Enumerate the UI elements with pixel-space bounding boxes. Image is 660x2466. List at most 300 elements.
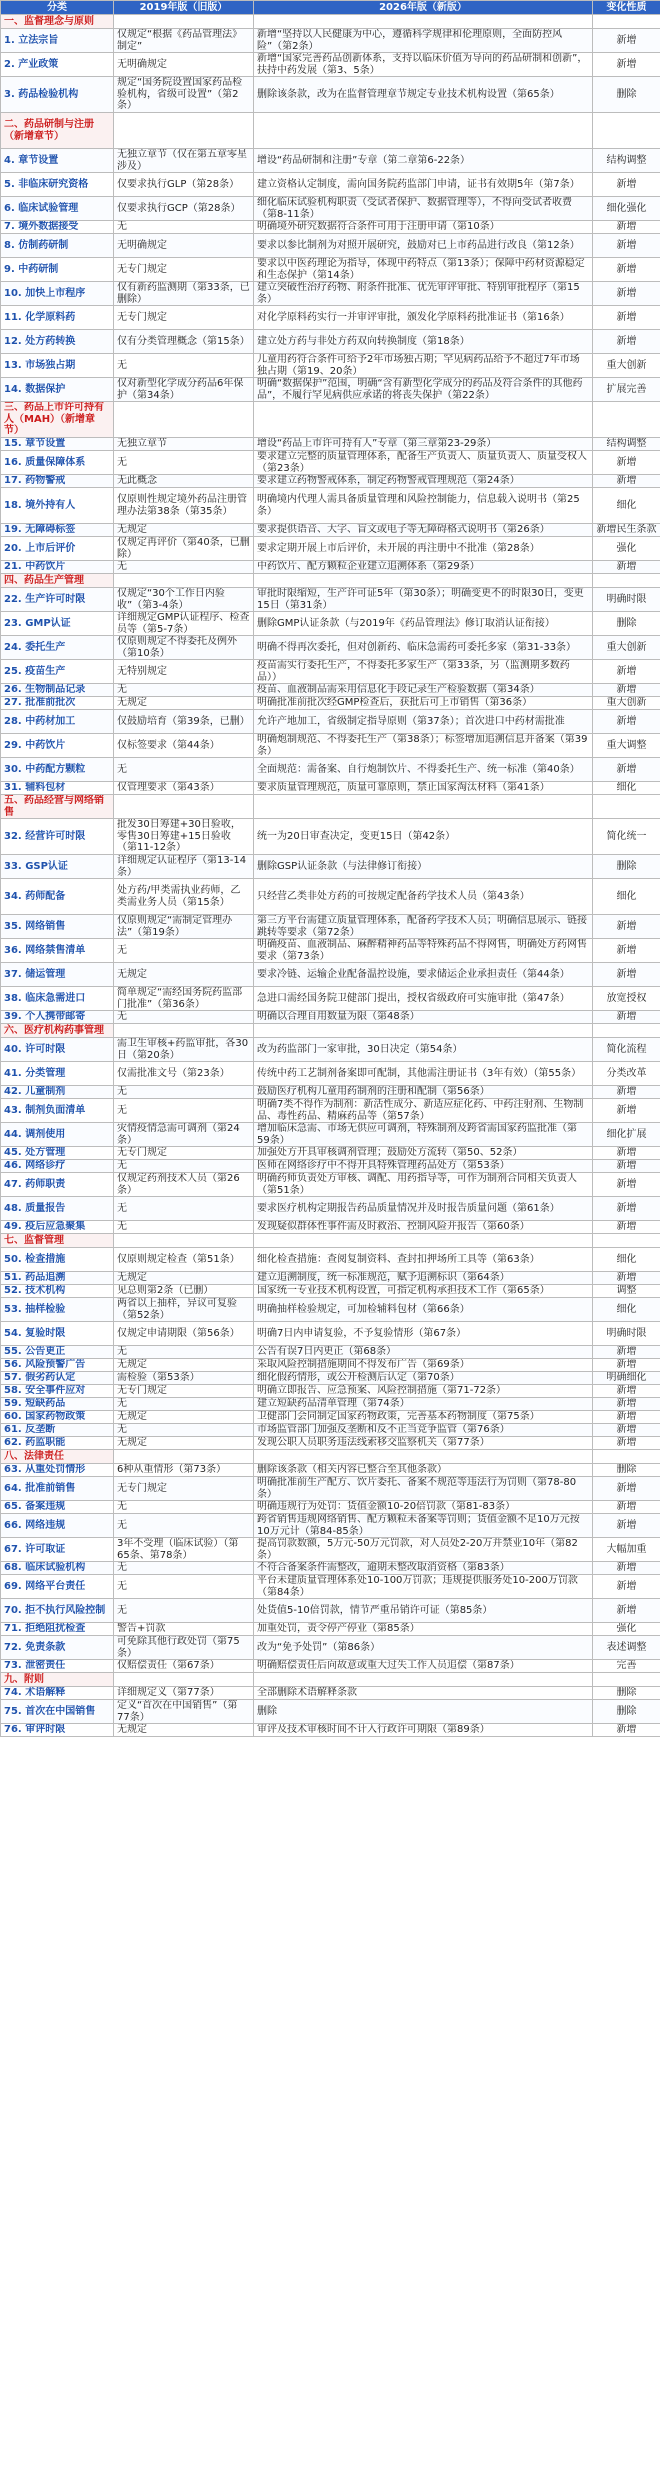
old-version-cell: 两省以上抽样，异议可复验（第52条）	[114, 1298, 254, 1322]
item-cell: 45. 处方管理	[1, 1147, 114, 1160]
change-type-cell: 细化	[593, 1298, 660, 1322]
change-type-cell: 新增	[593, 1221, 660, 1234]
new-version-cell: 提高罚款数额，5万元-50万元罚款，对人员处2-20万并禁业10年（第82条）	[254, 1538, 593, 1562]
table-row	[1, 1724, 660, 1737]
old-version-cell: 无规定	[114, 1272, 254, 1285]
old-version-cell: 无	[114, 939, 254, 963]
new-version-cell: 第三方平台需建立质量管理体系，配备药学技术人员；明确信息展示、链接跳转等要求（第72条）	[254, 915, 593, 939]
new-version-cell: 明确7日内申请复验，不予复验情形（第67条）	[254, 1322, 593, 1346]
old-version-cell: 仅要求执行GLP（第28条）	[114, 173, 254, 197]
table-row	[1, 354, 660, 378]
change-type-cell: 新增	[593, 1398, 660, 1411]
old-version-cell: 仅规定“30个工作日内验收”（第3-4条）	[114, 588, 254, 612]
old-version-cell: 详细规定义（第77条）	[114, 1687, 254, 1700]
new-version-cell: 增设“药品上市许可持有人”专章（第三章第23-29条）	[254, 438, 593, 451]
header-old-version: 2019年版（旧版）	[114, 1, 254, 15]
old-version-cell: 无专门规定	[114, 1385, 254, 1398]
change-type-cell: 新增	[593, 258, 660, 282]
change-type-cell: 新增	[593, 1272, 660, 1285]
section-empty-cell	[254, 1450, 593, 1464]
table-row	[1, 1424, 660, 1437]
table-row	[1, 1160, 660, 1173]
new-version-cell: 疫苗、血液制品需采用信息化手段记录生产检验数据（第34条）	[254, 684, 593, 697]
table-row	[1, 1599, 660, 1623]
old-version-cell: 详细规定GMP认证程序、检查员等（第5-7条）	[114, 612, 254, 636]
old-version-cell: 定义“首次在中国销售”（第77条）	[114, 1700, 254, 1724]
new-version-cell: 儿童用药符合条件可给予2年市场独占期；罕见病药品给予不超过7年市场独占期（第19、20条）	[254, 354, 593, 378]
item-cell: 74. 术语解释	[1, 1687, 114, 1700]
new-version-cell: 新增“坚持以人民健康为中心，遵循科学规律和伦理原则，全面防控风险”（第2条）	[254, 29, 593, 53]
table-row	[1, 258, 660, 282]
new-version-cell: 要求建立药物警戒体系，制定药物警戒管理规范（第24条）	[254, 475, 593, 488]
new-version-cell: 审评及技术审核时间不计入行政许可期限（第89条）	[254, 1724, 593, 1737]
change-type-cell: 新增	[593, 1514, 660, 1538]
section-row	[1, 113, 660, 149]
item-cell: 10. 加快上市程序	[1, 282, 114, 306]
old-version-cell: 仅规定“根据《药品管理法》制定”	[114, 29, 254, 53]
table-row	[1, 1660, 660, 1673]
table-row	[1, 524, 660, 537]
table-row	[1, 1011, 660, 1024]
item-cell: 61. 反垄断	[1, 1424, 114, 1437]
item-cell: 68. 临床试验机构	[1, 1562, 114, 1575]
table-row	[1, 879, 660, 915]
item-cell: 26. 生物制品记录	[1, 684, 114, 697]
old-version-cell: 无	[114, 1099, 254, 1123]
table-row	[1, 1147, 660, 1160]
change-type-cell: 新增	[593, 1346, 660, 1359]
item-cell: 7. 境外数据接受	[1, 221, 114, 234]
item-cell: 37. 储运管理	[1, 963, 114, 987]
table-row	[1, 438, 660, 451]
change-type-cell: 细化	[593, 488, 660, 524]
section-title: 一、监督理念与原则	[1, 15, 114, 29]
item-cell: 6. 临床试验管理	[1, 197, 114, 221]
new-version-cell: 删除GMP认证条款（与2019年《药品管理法》修订取消认证衔接）	[254, 612, 593, 636]
table-row	[1, 561, 660, 574]
new-version-cell: 明确境外研究数据符合条件可用于注册申请（第10条）	[254, 221, 593, 234]
change-type-cell: 新增	[593, 684, 660, 697]
new-version-cell: 明确赔偿责任后向故意或重大过失工作人员追偿（第87条）	[254, 1660, 593, 1673]
change-type-cell: 新增	[593, 221, 660, 234]
change-type-cell: 删除	[593, 612, 660, 636]
change-type-cell: 新增	[593, 1599, 660, 1623]
item-cell: 70. 拒不执行风险控制	[1, 1599, 114, 1623]
change-type-cell: 新增	[593, 1359, 660, 1372]
item-cell: 49. 疫后应急聚集	[1, 1221, 114, 1234]
item-cell: 20. 上市后评价	[1, 537, 114, 561]
change-type-cell: 新增	[593, 660, 660, 684]
table-row	[1, 1636, 660, 1660]
table-row	[1, 1359, 660, 1372]
new-version-cell: 细化检查措施：查阅复制资料、查封扣押场所工具等（第63条）	[254, 1248, 593, 1272]
new-version-cell: 明确违规行为处罚：货值金额10-20倍罚款（第81-83条）	[254, 1501, 593, 1514]
change-type-cell: 细化强化	[593, 197, 660, 221]
item-cell: 71. 拒绝阻扰检查	[1, 1623, 114, 1636]
change-type-cell: 结构调整	[593, 438, 660, 451]
old-version-cell: 无专门规定	[114, 306, 254, 330]
change-type-cell: 新增	[593, 1086, 660, 1099]
old-version-cell: 无明确规定	[114, 234, 254, 258]
new-version-cell: 平台未建质量管理体系处10-100万罚款；违规提供服务处10-200万罚款（第84条）	[254, 1575, 593, 1599]
old-version-cell: 仅有分类管理概念（第15条）	[114, 330, 254, 354]
section-empty-cell	[593, 1450, 660, 1464]
old-version-cell: 无专门规定	[114, 1477, 254, 1501]
change-type-cell: 大幅加重	[593, 1538, 660, 1562]
change-type-cell: 分类改革	[593, 1062, 660, 1086]
item-cell: 21. 中药饮片	[1, 561, 114, 574]
table-row	[1, 1437, 660, 1450]
old-version-cell: 无	[114, 1160, 254, 1173]
item-cell: 32. 经营许可时限	[1, 819, 114, 855]
new-version-cell: 改为“免予处罚”（第86条）	[254, 1636, 593, 1660]
section-title: 五、药品经营与网络销售	[1, 795, 114, 819]
change-type-cell: 扩展完善	[593, 378, 660, 402]
item-cell: 41. 分类管理	[1, 1062, 114, 1086]
item-cell: 51. 药品追溯	[1, 1272, 114, 1285]
new-version-cell: 发现公职人员职务违法线索移交监察机关（第77条）	[254, 1437, 593, 1450]
old-version-cell: 无特别规定	[114, 660, 254, 684]
item-cell: 67. 许可取证	[1, 1538, 114, 1562]
table-row	[1, 1038, 660, 1062]
new-version-cell: 增加临床急需、市场无供应可调剂，特殊制剂及跨省需国家药监批准（第59条）	[254, 1123, 593, 1147]
section-title: 二、药品研制与注册（新增章节）	[1, 113, 114, 149]
table-row	[1, 221, 660, 234]
section-row	[1, 1234, 660, 1248]
item-cell: 76. 审评时限	[1, 1724, 114, 1737]
item-cell: 63. 从重处罚情形	[1, 1464, 114, 1477]
old-version-cell: 仅原则规定“需制定管理办法”（第19条）	[114, 915, 254, 939]
new-version-cell: 明确境内代理人需具备质量管理和风险控制能力，信息载入说明书（第25条）	[254, 488, 593, 524]
old-version-cell: 无	[114, 561, 254, 574]
old-version-cell: 无独立章节	[114, 438, 254, 451]
table-row	[1, 782, 660, 795]
item-cell: 62. 药监职能	[1, 1437, 114, 1450]
table-row	[1, 1411, 660, 1424]
section-empty-cell	[254, 113, 593, 149]
new-version-cell: 建立处方药与非处方药双向转换制度（第18条）	[254, 330, 593, 354]
change-type-cell: 新增	[593, 1477, 660, 1501]
new-version-cell: 明确炮制规范、不得委托生产（第38条）；标签增加追溯信息并备案（第39条）	[254, 734, 593, 758]
item-cell: 40. 许可时限	[1, 1038, 114, 1062]
table-header-row	[1, 1, 660, 15]
table-row	[1, 29, 660, 53]
section-title: 四、药品生产管理	[1, 574, 114, 588]
old-version-cell: 仅原则性规定境外药品注册管理办法第38条（第35条）	[114, 488, 254, 524]
old-version-cell: 仅原则规定不得委托及例外（第10条）	[114, 636, 254, 660]
old-version-cell: 无	[114, 354, 254, 378]
table-row	[1, 488, 660, 524]
item-cell: 56. 风险预警广告	[1, 1359, 114, 1372]
table-row	[1, 1123, 660, 1147]
item-cell: 36. 网络禁售清单	[1, 939, 114, 963]
header-change-type: 变化性质	[593, 1, 660, 15]
change-type-cell: 完善	[593, 1660, 660, 1673]
item-cell: 46. 网络诊疗	[1, 1160, 114, 1173]
old-version-cell: 仅管理要求（第43条）	[114, 782, 254, 795]
new-version-cell: 全部删除术语解释条款	[254, 1687, 593, 1700]
new-version-cell: 要求提供语音、大字、盲文或电子等无障碍格式说明书（第26条）	[254, 524, 593, 537]
table-row	[1, 1464, 660, 1477]
old-version-cell: 见总则第2条（已删）	[114, 1285, 254, 1298]
item-cell: 27. 批准前批次	[1, 697, 114, 710]
new-version-cell: 加强处方开具审核调剂管理；鼓励处方流转（第50、52条）	[254, 1147, 593, 1160]
change-type-cell: 细化	[593, 782, 660, 795]
table-row	[1, 1086, 660, 1099]
section-row	[1, 402, 660, 438]
old-version-cell: 批发30日筹建+30日验收，零售30日筹建+15日验收（第11-12条）	[114, 819, 254, 855]
old-version-cell: 无	[114, 1398, 254, 1411]
item-cell: 57. 假劣药认定	[1, 1372, 114, 1385]
section-empty-cell	[593, 795, 660, 819]
new-version-cell: 明确立即报告、应急预案、风险控制措施（第71-72条）	[254, 1385, 593, 1398]
section-empty-cell	[114, 1024, 254, 1038]
old-version-cell: 无规定	[114, 1437, 254, 1450]
section-empty-cell	[254, 1673, 593, 1687]
old-version-cell: 需检验（第53条）	[114, 1372, 254, 1385]
section-empty-cell	[114, 795, 254, 819]
header-item: 分类	[1, 1, 114, 15]
section-empty-cell	[114, 574, 254, 588]
item-cell: 4. 章节设置	[1, 149, 114, 173]
new-version-cell: 审批时限缩短，生产许可证5年（第30条）；明确变更不的时限30日，变更15日（第31条）	[254, 588, 593, 612]
change-type-cell: 新增民生条款	[593, 524, 660, 537]
change-type-cell: 新增	[593, 710, 660, 734]
new-version-cell: 建立追溯制度，统一标准规范，赋予追溯标识（第64条）	[254, 1272, 593, 1285]
item-cell: 34. 药师配备	[1, 879, 114, 915]
old-version-cell: 无	[114, 1575, 254, 1599]
new-version-cell: 国家统一专业技术机构设置，可指定机构承担技术工作（第65条）	[254, 1285, 593, 1298]
change-type-cell: 新增	[593, 1197, 660, 1221]
old-version-cell: 无规定	[114, 697, 254, 710]
change-type-cell: 删除	[593, 855, 660, 879]
change-type-cell: 删除	[593, 77, 660, 113]
old-version-cell: 仅有新药监测期（第33条，已删除）	[114, 282, 254, 306]
section-title: 九、附则	[1, 1673, 114, 1687]
item-cell: 39. 个人携带邮寄	[1, 1011, 114, 1024]
change-type-cell: 新增	[593, 173, 660, 197]
table-row	[1, 1385, 660, 1398]
section-empty-cell	[114, 1450, 254, 1464]
change-type-cell: 新增	[593, 234, 660, 258]
new-version-cell: 删除	[254, 1700, 593, 1724]
new-version-cell: 建立突破性治疗药物、附条件批准、优先审评审批、特别审批程序（第15条）	[254, 282, 593, 306]
change-type-cell: 重大创新	[593, 636, 660, 660]
table-row	[1, 612, 660, 636]
change-type-cell: 新增	[593, 330, 660, 354]
new-version-cell: 明确批准前批次经GMP检查后，获批后可上市销售（第36条）	[254, 697, 593, 710]
new-version-cell: 改为药监部门一家审批，30日决定（第54条）	[254, 1038, 593, 1062]
change-type-cell: 强化	[593, 537, 660, 561]
table-row	[1, 1197, 660, 1221]
table-row	[1, 758, 660, 782]
table-row	[1, 939, 660, 963]
new-version-cell: 要求质量管理规范，质量可靠原则，禁止国家淘汰材料（第41条）	[254, 782, 593, 795]
section-empty-cell	[254, 795, 593, 819]
change-type-cell: 细化	[593, 879, 660, 915]
section-title: 三、药品上市许可持有人（MAH）（新增章节）	[1, 402, 114, 438]
change-type-cell: 细化扩展	[593, 1123, 660, 1147]
old-version-cell: 仅鼓励培育（第39条，已删）	[114, 710, 254, 734]
old-version-cell: 无	[114, 451, 254, 475]
item-cell: 42. 儿童制剂	[1, 1086, 114, 1099]
change-type-cell: 新增	[593, 1562, 660, 1575]
old-version-cell: 仅规定申请期限（第56条）	[114, 1322, 254, 1346]
old-version-cell: 灾情疫情急需可调剂（第24条）	[114, 1123, 254, 1147]
new-version-cell: 急进口需经国务院卫健部门提出，授权省级政府可实施审批（第47条）	[254, 987, 593, 1011]
change-type-cell: 新增	[593, 1099, 660, 1123]
table-row	[1, 1322, 660, 1346]
item-cell: 55. 公告更正	[1, 1346, 114, 1359]
change-type-cell: 删除	[593, 1464, 660, 1477]
old-version-cell: 无	[114, 1086, 254, 1099]
change-type-cell: 新增	[593, 1575, 660, 1599]
section-empty-cell	[593, 113, 660, 149]
change-type-cell: 重大创新	[593, 354, 660, 378]
table-row	[1, 1062, 660, 1086]
table-row	[1, 173, 660, 197]
item-cell: 30. 中药配方颗粒	[1, 758, 114, 782]
table-row	[1, 915, 660, 939]
old-version-cell: 无	[114, 1011, 254, 1024]
old-version-cell: 6种从重情形（第73条）	[114, 1464, 254, 1477]
section-empty-cell	[593, 1234, 660, 1248]
table-row	[1, 1477, 660, 1501]
section-row	[1, 574, 660, 588]
new-version-cell: 删除该条款（相关内容已整合至其他条款）	[254, 1464, 593, 1477]
new-version-cell: 增设“药品研制和注册”专章（第二章第6-22条）	[254, 149, 593, 173]
old-version-cell: 无独立章节（仅在第五章零星涉及）	[114, 149, 254, 173]
old-version-cell: 无明确规定	[114, 53, 254, 77]
change-type-cell: 简化流程	[593, 1038, 660, 1062]
table-row	[1, 282, 660, 306]
table-row	[1, 660, 660, 684]
table-row	[1, 330, 660, 354]
table-row	[1, 234, 660, 258]
item-cell: 15. 章节设置	[1, 438, 114, 451]
old-version-cell: 仅标签要求（第44条）	[114, 734, 254, 758]
table-body	[1, 15, 660, 1737]
item-cell: 60. 国家药物政策	[1, 1411, 114, 1424]
table-row	[1, 710, 660, 734]
item-cell: 69. 网络平台责任	[1, 1575, 114, 1599]
table-row	[1, 306, 660, 330]
section-row	[1, 15, 660, 29]
new-version-cell: 删除GSP认证条款（与法律修订衔接）	[254, 855, 593, 879]
change-type-cell: 明确时限	[593, 1322, 660, 1346]
item-cell: 19. 无障碍标签	[1, 524, 114, 537]
table-row	[1, 1398, 660, 1411]
change-type-cell: 新增	[593, 282, 660, 306]
item-cell: 18. 境外持有人	[1, 488, 114, 524]
item-cell: 48. 质量报告	[1, 1197, 114, 1221]
table-row	[1, 819, 660, 855]
old-version-cell: 无专门规定	[114, 258, 254, 282]
new-version-cell: 新增“国家完善药品创新体系，支持以临床价值为导向的药品研制和创新”，扶持中药发展（第3、5条）	[254, 53, 593, 77]
table-row	[1, 636, 660, 660]
new-version-cell: 传统中药工艺制剂备案即可配制，其他需注册证书（3年有效）（第55条）	[254, 1062, 593, 1086]
new-version-cell: 处货值5-10倍罚款，情节严重吊销许可证（第85条）	[254, 1599, 593, 1623]
new-version-cell: 明确疫苗、血液制品、麻醉精神药品等特殊药品不得网售，明确处方药网售要求（第73条）	[254, 939, 593, 963]
new-version-cell: 统一为20日审查决定，变更15日（第42条）	[254, 819, 593, 855]
change-type-cell: 强化	[593, 1623, 660, 1636]
new-version-cell: 删除该条款，改为在监督管理章节规定专业技术机构设置（第65条）	[254, 77, 593, 113]
new-version-cell: 市场监管部门加强反垄断和反不正当竞争监管（第76条）	[254, 1424, 593, 1437]
table-row	[1, 855, 660, 879]
old-version-cell: 仅需批准文号（第23条）	[114, 1062, 254, 1086]
section-empty-cell	[593, 1024, 660, 1038]
change-type-cell: 新增	[593, 53, 660, 77]
item-cell: 72. 免责条款	[1, 1636, 114, 1660]
table-row	[1, 963, 660, 987]
change-type-cell: 重大创新	[593, 697, 660, 710]
table-row	[1, 53, 660, 77]
item-cell: 58. 安全事件应对	[1, 1385, 114, 1398]
new-version-cell: 中药饮片、配方颗粒企业建立追溯体系（第29条）	[254, 561, 593, 574]
item-cell: 31. 辅料包材	[1, 782, 114, 795]
item-cell: 75. 首次在中国销售	[1, 1700, 114, 1724]
old-version-cell: 详细规定认证程序（第13-14条）	[114, 855, 254, 879]
table-row	[1, 1562, 660, 1575]
item-cell: 23. GMP认证	[1, 612, 114, 636]
table-row	[1, 1173, 660, 1197]
item-cell: 2. 产业政策	[1, 53, 114, 77]
new-version-cell: 细化临床试验机构职责（受试者保护、数据管理等），不得向受试者收费（第8-11条）	[254, 197, 593, 221]
table-row	[1, 197, 660, 221]
section-empty-cell	[114, 402, 254, 438]
new-version-cell: 公告有误7日内更正（第68条）	[254, 1346, 593, 1359]
old-version-cell: 3年不受理（临床试验）（第65条、第78条）	[114, 1538, 254, 1562]
change-type-cell: 删除	[593, 1700, 660, 1724]
old-version-cell: 无规定	[114, 963, 254, 987]
section-empty-cell	[114, 113, 254, 149]
table-row	[1, 1221, 660, 1234]
old-version-cell: 无	[114, 1221, 254, 1234]
change-type-cell: 调整	[593, 1285, 660, 1298]
change-type-cell: 新增	[593, 963, 660, 987]
new-version-cell: 不符合备案条件需整改，逾期未整改取消资格（第83条）	[254, 1562, 593, 1575]
change-type-cell: 新增	[593, 29, 660, 53]
change-type-cell: 新增	[593, 1160, 660, 1173]
old-version-cell: 警告+罚款	[114, 1623, 254, 1636]
table-row	[1, 1248, 660, 1272]
change-type-cell: 新增	[593, 1147, 660, 1160]
item-cell: 44. 调剂使用	[1, 1123, 114, 1147]
table-row	[1, 1575, 660, 1599]
change-type-cell: 明确时限	[593, 588, 660, 612]
item-cell: 35. 网络销售	[1, 915, 114, 939]
change-type-cell: 新增	[593, 1385, 660, 1398]
old-version-cell: 无规定	[114, 1724, 254, 1737]
item-cell: 12. 处方药转换	[1, 330, 114, 354]
section-empty-cell	[254, 1234, 593, 1248]
old-version-cell: 无规定	[114, 1359, 254, 1372]
change-type-cell: 新增	[593, 1437, 660, 1450]
change-type-cell: 放宽授权	[593, 987, 660, 1011]
old-version-cell: 无此概念	[114, 475, 254, 488]
item-cell: 66. 网络违规	[1, 1514, 114, 1538]
item-cell: 43. 制剂负面清单	[1, 1099, 114, 1123]
table-row	[1, 1272, 660, 1285]
table-row	[1, 1700, 660, 1724]
table-row	[1, 588, 660, 612]
item-cell: 54. 复验时限	[1, 1322, 114, 1346]
old-version-cell: 处方药/甲类需执业药师，乙类需业务人员（第15条）	[114, 879, 254, 915]
change-type-cell: 新增	[593, 915, 660, 939]
change-type-cell: 新增	[593, 475, 660, 488]
section-empty-cell	[593, 15, 660, 29]
new-version-cell: 发现疑似群体性事件需及时救治、控制风险并报告（第60条）	[254, 1221, 593, 1234]
